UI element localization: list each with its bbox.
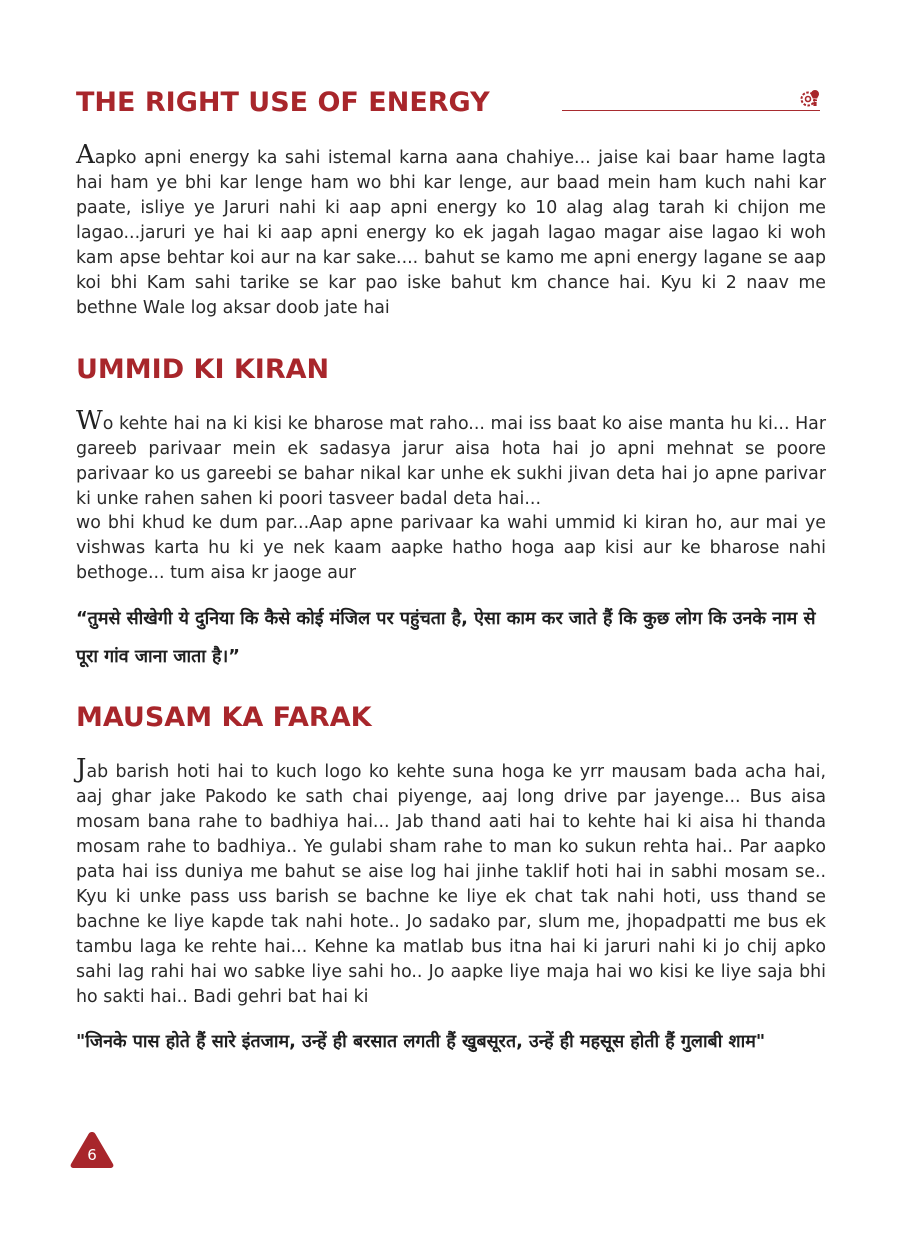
lightbulb-gear-icon: [798, 86, 824, 112]
section-heading-ummid: UMMID KI KIRAN: [76, 354, 330, 385]
paragraph-text: ab barish hoti hai to kuch logo ko kehte suna hoga ke yrr mausam bada acha hai, aaj ghar jake Pakodo ke sath chai piyenge, aaj long drive par jayenge... Bus aisa mosam bana rahe to badhiya hai... Jab thand aati hai to kehte hai ki aisa hi thanda mosam rahe to badhiya.. Ye gulabi sham rahe to man ko sukun rehta hai.. Par aapko pata hai iss duniya me bahut se aise log hai jinhe taklif hoti hai in sabhi mosam se.. Kyu ki unke pass uss barish se bachne ke liye ek chat tak nahi hoti, uss thand se bachne ke liye kapde tak nahi hote.. Jo sadako par, slum me, jhopadpatti me bus ek tambu laga ke rehte hai... Kehne ka matlab bus itna hai ki jaruri nahi ki jo chij apko sahi lag rahi hai wo sabke liye sahi ho.. Jo aapke liye maja hai wo kisi ke liye saja bhi ho sakti hai.. Badi gehri bat hai ki: [76, 762, 826, 1007]
section-body-energy: [76, 140, 826, 321]
header-rule: [562, 110, 820, 111]
paragraph-text: o kehte hai na ki kisi ke bharose mat raho... mai iss baat ko aise manta hu ki... Har gareeb parivaar mein ek sadasya jarur aisa hota hai jo apni mehnat se poore parivaar ko us gareebi se bahar nikal kar unhe ek sukhi jivan deta hai jo apne parivar ki unke rahen sahen ki poori tasveer badal deta hai...: [76, 414, 826, 509]
section-heading-energy: THE RIGHT USE OF ENERGY: [76, 87, 490, 118]
section-body-ummid: [76, 406, 826, 512]
hindi-quote-mausam: "जिनके पास होते हैं सारे इंतजाम, उन्हें ही बरसात लगती हैं खुबसूरत, उन्हें ही महसूस होती हैं गुलाबी शाम": [76, 1031, 766, 1052]
section-heading-mausam: MAUSAM KA FARAK: [76, 702, 372, 733]
section-body-mausam: [76, 754, 826, 1010]
section-body-ummid-continued: wo bhi khud ke dum par...Aap apne parivaar ka wahi ummid ki kiran ho, aur mai ye vishwas karta hu ki ye nek kaam aapke hatho hoga aap kisi aur ke bharose nahi bethoge... tum aisa kr jaoge aur: [76, 513, 826, 583]
dropcap: A: [76, 140, 95, 170]
paragraph-text: apko apni energy ka sahi istemal karna aana chahiye... jaise kai baar hame lagta hai ham ye bhi kar lenge ham wo bhi kar lenge, aur baad mein ham kuch nahi kar paate, isliye ye Jaruri nahi ki aap apni energy ko 10 alag alag tarah ki chijon me lagao...jaruri ye hai ki aap apni energy ko ek jagah lagao magar aise lagao ki woh kam apse behtar koi aur na kar sake.... bahut se kamo me apni energy lagane se aap koi bhi Kam sahi tarike se kar pao iske bahut km chance hai. Kyu ki 2 naav me bethne Wale log aksar doob jate hai: [76, 148, 826, 318]
dropcap: W: [76, 406, 103, 436]
hindi-quote-ummid: “तुमसे सीखेगी ये दुनिया कि कैसे कोई मंजिल पर पहुंचता है, ऐसा काम कर जाते हैं कि कुछ लोग कि उनके नाम से पूरा गांव जाना जाता है।”: [76, 608, 816, 667]
dropcap: J: [76, 754, 87, 784]
page-number: 6: [87, 1146, 97, 1164]
